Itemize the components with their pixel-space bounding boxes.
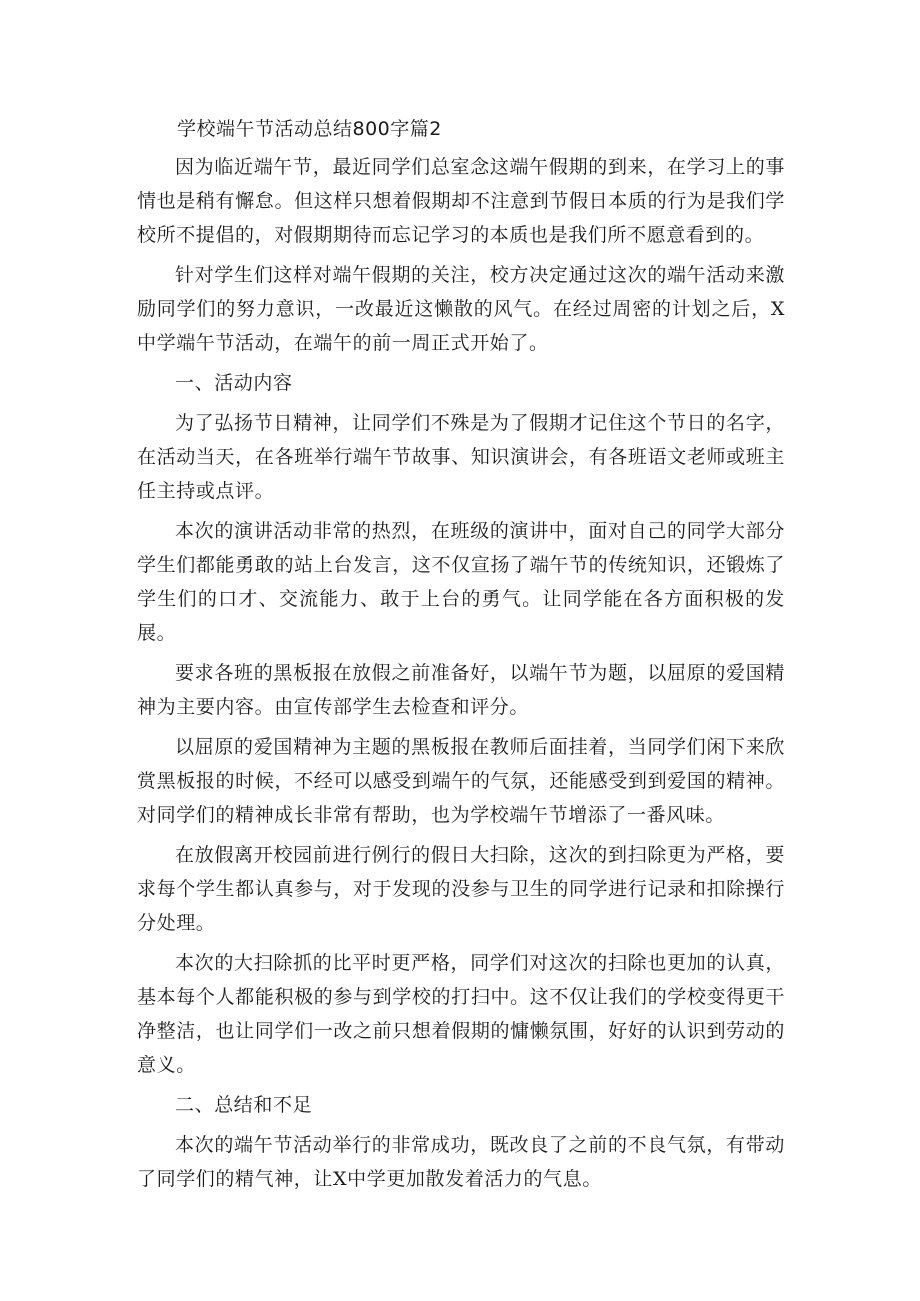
paragraph: 在放假离开校园前进行例行的假日大扫除，这次的到扫除更为严格，要求每个学生都认真参与，对于发现的没参与卫生的同学进行记录和扣除操行分处理。 (137, 844, 785, 934)
section-heading: 一、活动内容 (175, 372, 293, 394)
document-body (137, 114, 785, 1202)
paragraph: 本次的大扫除抓的比平时更严格，同学们对这次的扫除也更加的认真，基本每个人都能积极的参与到学校的打扫中。这不仅让我们的学校变得更干净整洁，也让同学们一改之前只想着假期的慵懒氛围，好好的认识到劳动的意义。 (137, 952, 785, 1076)
paragraph: 以屈原的爱国精神为主题的黑板报在教师后面挂着，当同学们闲下来欣赏黑板报的时候，不经可以感受到端午的气氛，还能感受到到爱国的精神。对同学们的精神成长非常有帮助，也为学校端午节增添了一番风味。 (137, 736, 785, 826)
paragraph: 本次的端午节活动举行的非常成功，既改良了之前的不良气氛，有带动了同学们的精气神，让X中学更加散发着活力的气息。 (137, 1134, 785, 1190)
paragraph: 要求各班的黑板报在放假之前准备好，以端午节为题，以屈原的爱国精神为主要内容。由宣传部学生去检查和评分。 (137, 662, 785, 718)
paragraph: 因为临近端午节，最近同学们总室念这端午假期的到来，在学习上的事情也是稍有懈怠。但这样只想着假期却不注意到节假日本质的行为是我们学校所不提倡的，对假期期待而忘记学习的本质也是我们所不愿意看到的。 (137, 156, 785, 246)
paragraph: 本次的演讲活动非常的热烈，在班级的演讲中，面对自己的同学大部分学生们都能勇敢的站上台发言，这不仅宣扬了端午节的传统知识，还锻炼了学生们的口才、交流能力、敢于上台的勇气。让同学能在各方面积极的发展。 (137, 520, 785, 644)
paragraph: 针对学生们这样对端午假期的关注，校方决定通过这次的端午活动来激励同学们的努力意识，一改最近这懒散的风气。在经过周密的计划之后，X中学端午节活动，在端午的前一周正式开始了。 (137, 264, 785, 354)
paragraph: 为了弘扬节日精神，让同学们不殊是为了假期才记住这个节日的名字，在活动当天，在各班举行端午节故事、知识演讲会，有各班语文老师或班主任主持或点评。 (137, 412, 785, 502)
document-title: 学校端午节活动总结800字篇2 (177, 118, 442, 140)
section-heading: 二、总结和不足 (175, 1094, 313, 1116)
